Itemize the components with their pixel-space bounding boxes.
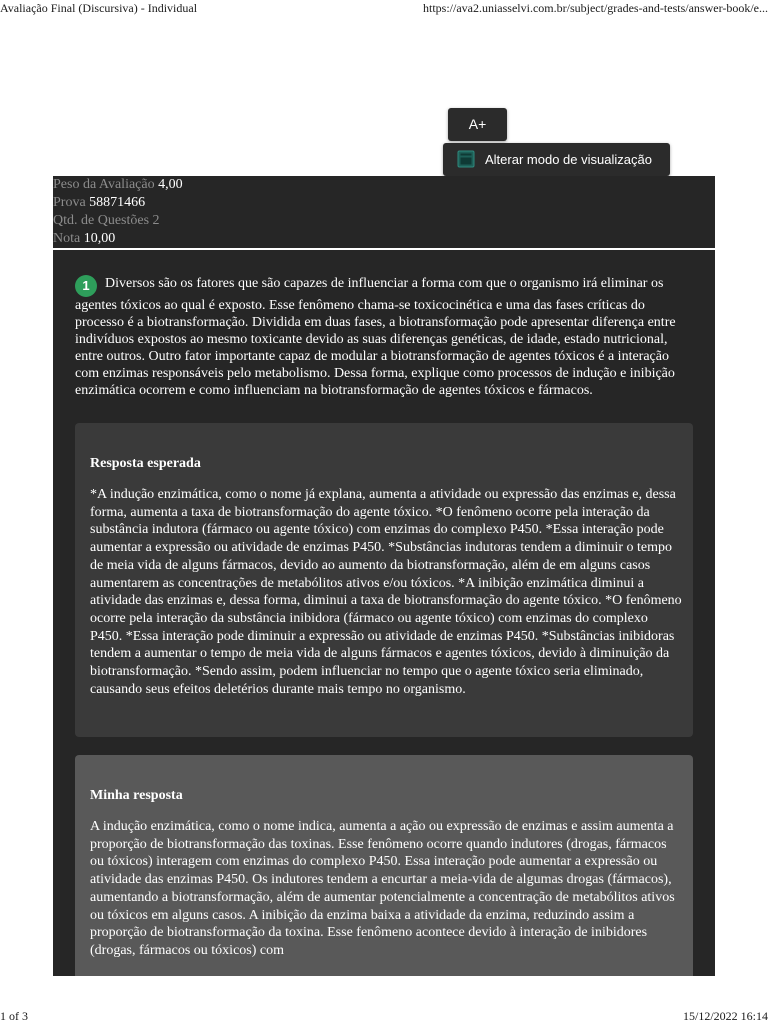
grade-value: 10,00 <box>83 231 116 246</box>
question-panel <box>53 250 715 976</box>
print-datetime: 15/12/2022 16:14 <box>682 1009 768 1023</box>
change-view-mode-label: Alterar modo de visualização <box>485 152 652 167</box>
my-answer-title: Minha resposta <box>90 788 183 803</box>
change-view-mode-button[interactable] <box>443 143 670 176</box>
exam-info-panel <box>53 176 715 248</box>
grade-label: Nota <box>53 231 81 246</box>
page-title: Avaliação Final (Discursiva) - Individual <box>0 1 198 15</box>
page-number: 1 of 3 <box>0 1009 28 1023</box>
weight-value: 4,00 <box>158 177 183 192</box>
question-block <box>75 275 695 400</box>
exam-id-value: 58871466 <box>89 195 146 210</box>
question-number-badge: 1 <box>75 275 97 297</box>
display-mode-icon <box>457 150 475 168</box>
my-answer-text: A indução enzimática, como o nome indica, aumenta a ação ou expressão de enzimas e assim aumenta a proporção de biotransformação das toxinas. Esse fenômeno ocorre quando indutores (drogas, fármacos ou tóxicos) interagem com enzimas do complexo P450. Essa interação pode aumentar a expressão ou atividade das enzimas P450. Os indutores tendem a encurtar a meia-vida de algumas drogas (fármacos), aumentando a biotransformação, além de aumentar potencialmente a concentração de metabólitos ativos ou tóxicos em alguns casos. A inibição da enzima baixa a atividade da enzima, reduzindo assim a proporção de biotransformação da toxina. Esse fenômeno acontece devido à interação de inibidores (drogas, fármacos ou tóxicos) com <box>90 819 675 958</box>
increase-font-button[interactable] <box>448 108 507 141</box>
my-answer-box <box>75 755 693 976</box>
weight-row <box>53 176 715 194</box>
print-header <box>0 0 768 16</box>
weight-label: Peso da Avaliação <box>53 177 155 192</box>
page-url: https://ava2.uniasselvi.com.br/subject/grades-and-tests/answer-book/e... <box>422 1 768 15</box>
exam-id-row <box>53 194 715 212</box>
question-text: Diversos são os fatores que são capazes de influenciar a forma com que o organismo irá eliminar os agentes tóxicos ao qual é exposto. Esse fenômeno chama-se toxicocinética e uma das fases críticas do processo é a biotransformação. Dividida em duas fases, a biotransformação pode apresentar diferença entre indivíduos expostos ao mesmo toxicante devido as suas diferenças genéticas, de idade, estado nutricional, entre outros. Outro fator importante capaz de modular a biotransformação de agentes tóxicos é a interação com enzimas responsáveis pelo metabolismo. Dessa forma, explique como processos de indução e inibição enzimática ocorrem e como influenciam na biotransformação de agentes tóxicos e fármacos. <box>75 276 676 399</box>
question-count-row <box>53 212 715 230</box>
question-count-label: Qtd. de Questões <box>53 213 150 228</box>
expected-answer-box <box>75 423 693 737</box>
print-footer <box>0 1009 768 1024</box>
expected-answer-title: Resposta esperada <box>90 456 201 471</box>
grade-row <box>53 230 715 248</box>
question-count-value: 2 <box>152 213 160 228</box>
expected-answer-text: *A indução enzimática, como o nome já explana, aumenta a atividade ou expressão das enzimas e, dessa forma, aumenta a taxa de biotransformação do agente tóxico. *O fenômeno ocorre pela interação da substância indutora (fármaco ou agente tóxico) com enzimas do complexo P450. *Essa interação pode aumentar a expressão ou atividade de enzimas P450. *Substâncias indutoras tendem a diminuir o tempo de meia vida de alguns fármacos, devido ao aumento da biotransformação, além de em alguns casos aumentarem as concentrações de metabólitos ativos e/ou tóxicos. *A inibição enzimática diminui a atividade das enzimas e, dessa forma, diminui a taxa de biotransformação do agente tóxico. *O fenômeno ocorre pela interação da substância inibidora (fármaco ou agente tóxico) com enzimas do complexo P450. *Essa interação pode diminuir a expressão ou atividade de enzimas P450. *Substâncias inibidoras tendem a aumentar o tempo de meia vida de alguns fármacos e agentes tóxicos, devido à diminuição da biotransformação. *Sendo assim, podem influenciar no tempo que o agente tóxico seria eliminado, causando seus efeitos deletérios durante mais tempo no organismo. <box>90 487 682 697</box>
increase-font-label: A+ <box>468 116 487 132</box>
exam-id-label: Prova <box>53 195 86 210</box>
